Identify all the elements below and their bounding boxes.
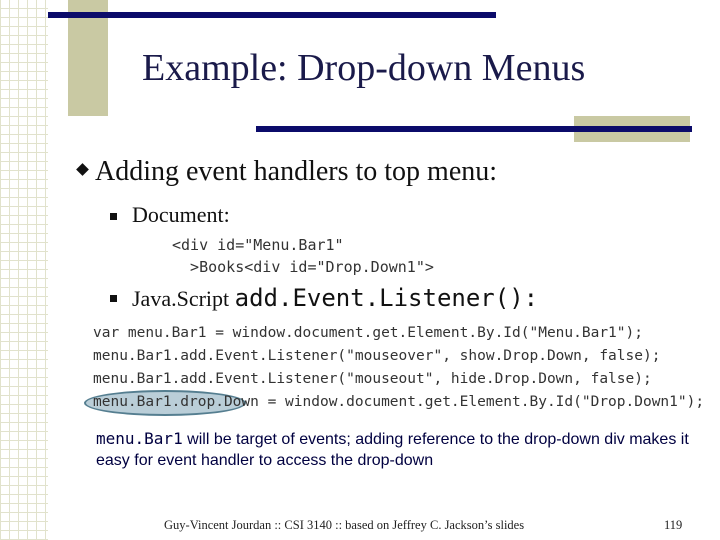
explanation-note (96, 428, 696, 471)
title-underline-rule (256, 126, 692, 132)
sub-bullet-javascript (132, 284, 538, 312)
main-bullet-text: Adding event handlers to top menu: (95, 156, 498, 187)
square-bullet-icon (110, 213, 117, 220)
slide-title: Example: Drop-down Menus (142, 47, 586, 89)
code-line: menu.Bar1.drop.Down = window.document.get.Element.By.Id("Drop.Down1"); (93, 394, 705, 410)
document-code-block (172, 234, 434, 278)
page-number: 119 (664, 518, 683, 532)
diamond-bullet-icon (76, 163, 89, 176)
note-code: menu.Bar1 (96, 429, 183, 448)
javascript-method: add.Event.Listener(): (234, 284, 539, 312)
code-line: menu.Bar1.add.Event.Listener("mouseover", show.Drop.Down, false); (93, 348, 661, 364)
note-text: will be target of events; adding reference to the drop-down div makes it easy for event handler to access the drop-down (96, 431, 689, 469)
code-line: >Books<div id="Drop.Down1"> (172, 258, 434, 276)
top-rule (48, 12, 496, 18)
javascript-label: Java.Script (132, 286, 235, 311)
sub-bullet-document: Document: (132, 202, 230, 227)
code-line: <div id="Menu.Bar1" (172, 236, 344, 254)
javascript-code-block (93, 322, 704, 414)
decorative-grid (0, 0, 48, 540)
slide-footer: Guy-Vincent Jourdan :: CSI 3140 :: based on Jeffrey C. Jackson’s slides (164, 518, 525, 532)
main-bullet (78, 156, 497, 188)
code-line: var menu.Bar1 = window.document.get.Element.By.Id("Menu.Bar1"); (93, 325, 643, 341)
code-line: menu.Bar1.add.Event.Listener("mouseout", hide.Drop.Down, false); (93, 371, 652, 387)
square-bullet-icon (110, 295, 117, 302)
